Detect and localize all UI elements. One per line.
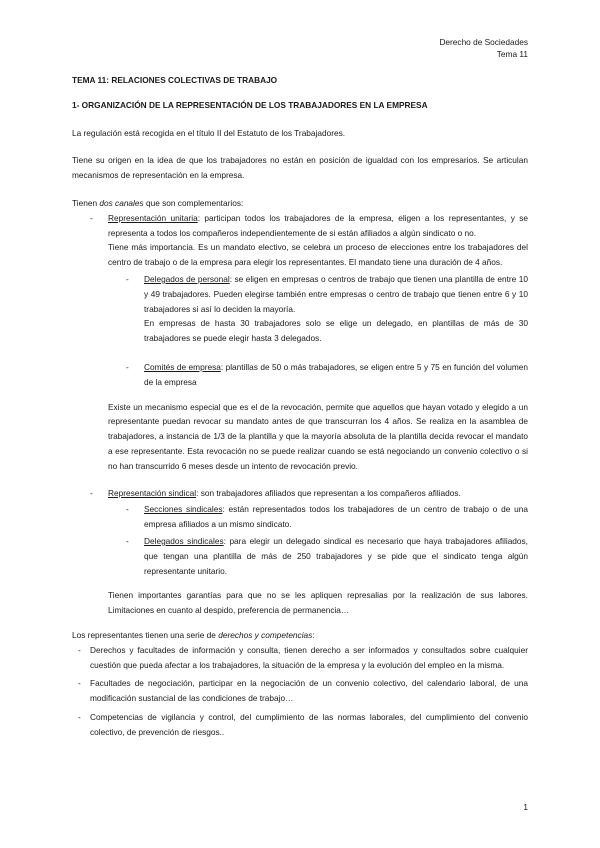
bullet: - — [126, 535, 129, 546]
unitaria-detail: Tiene más importancia. Es un mandato electivo, se celebra un proceso de elecciones entre los trabajadores del centro de trabajo o de la empresa para elegir los representantes. El mandato tiene una duración de 4 años. — [108, 242, 528, 268]
document-body — [72, 73, 528, 743]
list-item-delegados-personal: - Delegados de personal: se eligen en empresas o centros de trabajo que tienen una plantilla de entre 10 y 49 trabajadores. Pueden elegirse también entre empresas o centro de trabajo que tienen entre 6 y 10 trabajadores si así lo deciden la mayoría. En empresas de hasta 30 trabajadores solo se elige un delegado, en plantillas de más de 30 trabajadores se puede elegir hasta 3 delegados. — [108, 272, 528, 346]
bullet: - — [126, 273, 129, 284]
term-secciones-sindicales: Secciones sindicales — [144, 504, 223, 515]
bullet: - — [78, 711, 81, 722]
page-header — [439, 36, 528, 60]
term-representacion-unitaria: Representación unitaria — [108, 212, 198, 223]
bullet: - — [90, 212, 93, 223]
delegados-extra: En empresas de hasta 30 trabajadores solo se elige un delegado, en plantillas de más de 30 trabajadores se puede elegir hasta 3 delegados. — [144, 318, 528, 344]
intro-paragraph-2: Tiene su origen en la idea de que los trabajadores no están en posición de igualdad con los empresarios. Se articulan mecanismos de representación en la empresa. — [72, 155, 528, 181]
list-item-competencia: - Competencias de vigilancia y control, del cumplimiento de las normas laborales, del cumplimiento del convenio colectivo, de prevención de riesgos.. — [78, 711, 528, 737]
canales-paragraph: Tienen dos canales que son complementarios: — [72, 197, 244, 208]
term-delegados-sindicales: Delegados sindicales — [144, 535, 224, 546]
intro-paragraph-1: La regulación está recogida en el título II del Estatuto de los Trabajadores. — [72, 127, 346, 138]
bullet: - — [78, 644, 81, 655]
derechos-paragraph: Los representantes tienen una serie de derechos y competencias: — [72, 629, 315, 640]
document-title: TEMA 11: RELACIONES COLECTIVAS DE TRABAJO — [72, 75, 278, 85]
header-course: Derecho de Sociedades — [439, 37, 528, 47]
list-item-representacion-unitaria: - Representación unitaria: participan todos los trabajadores de la empresa, eligen a los representantes, y se representa a todos los compañeros independientemente de si están afiliados a algún sindicato o no. Tiene más importancia. Es un mandato electivo, se celebra un proceso de elecciones entre los trabajadores del centro de trabajo o de la empresa para elegir los representantes. El mandato tiene una duración de 4 años. - Delegados de personal: se eligen en empresas o centros de trabajo que tienen una plantilla de entre 10 y 49 trabajadores. Pueden elegirse también entre empresas o centro de trabajo que tienen entre 6 y 10 trabajadores si así lo deciden la mayoría. En empresas de hasta 30 trabajadores solo se elige un delegado, en plantillas de más de 30 trabajadores se puede elegir hasta 3 delegados. - Comités de empresa: plantillas de 50 o más trabajadores, se eligen entre 5 y 75 en función del volumen de la empresa Existe un mecanismo especial que es el de la revocación, permite que aquellos que hayan votado y elegido a un representante puedan revocar su mandato antes de que transcurran los 4 años. Se realiza en la asamblea de trabajadores, a instancia de 1/3 de la plantilla y que la mayoría absoluta de la plantilla decida revocar el mandato a ese representante. Esta revocación no se puede realizar cuando se está negociando un convenio colectivo o si no han transcurrido 6 meses desde un intento de revocación previo. — [72, 211, 528, 474]
term-delegados-personal: Delegados de personal — [144, 273, 230, 284]
header-topic: Tema 11 — [496, 49, 528, 59]
section-title: 1- ORGANIZACIÓN DE LA REPRESENTACIÓN DE LOS TRABAJADORES EN LA EMPRESA — [72, 99, 428, 110]
list-item-secciones-sindicales: - Secciones sindicales: están representados todos los trabajadores de un centro de trabajo o de una empresa afiliados a un mismo sindicato. — [126, 504, 528, 530]
page-number: 1 — [523, 802, 528, 812]
list-item-representacion-sindical: - Representación sindical: son trabajadores afiliados que representan a los compañeros afiliados. - Secciones sindicales: están representados todos los trabajadores de un centro de trabajo o de una empresa afiliados a un mismo sindicato. - Delegados sindicales: para elegir un delegado sindical es necesario que haya trabajadores afiliados, que tengan una plantilla de más de 250 trabajadores y se pide que el sindicato tenga algún representante unitario. Tienen importantes garantías para que no se les apliquen represalias por la realización de sus labores. Limitaciones en cuanto al despido, preferencia de permanencia… — [72, 486, 528, 618]
revocacion-paragraph: Existe un mecanismo especial que es el de la revocación, permite que aquellos que hayan votado y elegido a un representante puedan revocar su mandato antes de que transcurran los 4 años. Se realiza en la asamblea de trabajadores, a instancia de 1/3 de la plantilla y que la mayoría absoluta de la plantilla decida revocar el mandato a ese representante. Esta revocación no se puede realizar cuando se está negociando un convenio colectivo o si no han transcurrido 6 meses desde un intento de revocación previo. — [108, 401, 528, 471]
bullet: - — [126, 361, 129, 372]
garantias-paragraph: Tienen importantes garantías para que no se les apliquen represalias por la realización de sus labores. Limitaciones en cuanto al despido, preferencia de permanencia… — [108, 590, 528, 616]
bullet: - — [90, 487, 93, 498]
term-representacion-sindical: Representación sindical — [108, 487, 197, 498]
list-item-comites-empresa: - Comités de empresa: plantillas de 50 o más trabajadores, se eligen entre 5 y 75 en función del volumen de la empresa — [126, 361, 528, 387]
list-item-competencia: - Derechos y facultades de información y consulta, tienen derecho a ser informados y consultados sobre cualquier cuestión que pueda afectar a los trabajadores, la situación de la empresa y la evolución del empleo en la misma. — [78, 644, 528, 670]
list-item-competencia: - Facultades de negociación, participar en la negociación de un convenio colectivo, del calendario laboral, de una modificación sustancial de las condiciones de trabajo… — [78, 678, 528, 704]
list-item-delegados-sindicales: - Delegados sindicales: para elegir un delegado sindical es necesario que haya trabajadores afiliados, que tengan una plantilla de más de 250 trabajadores y se pide que el sindicato tenga algún representante unitario. — [126, 535, 528, 576]
bullet: - — [126, 504, 129, 515]
bullet: - — [78, 678, 81, 689]
term-comites-empresa: Comités de empresa — [144, 361, 221, 372]
